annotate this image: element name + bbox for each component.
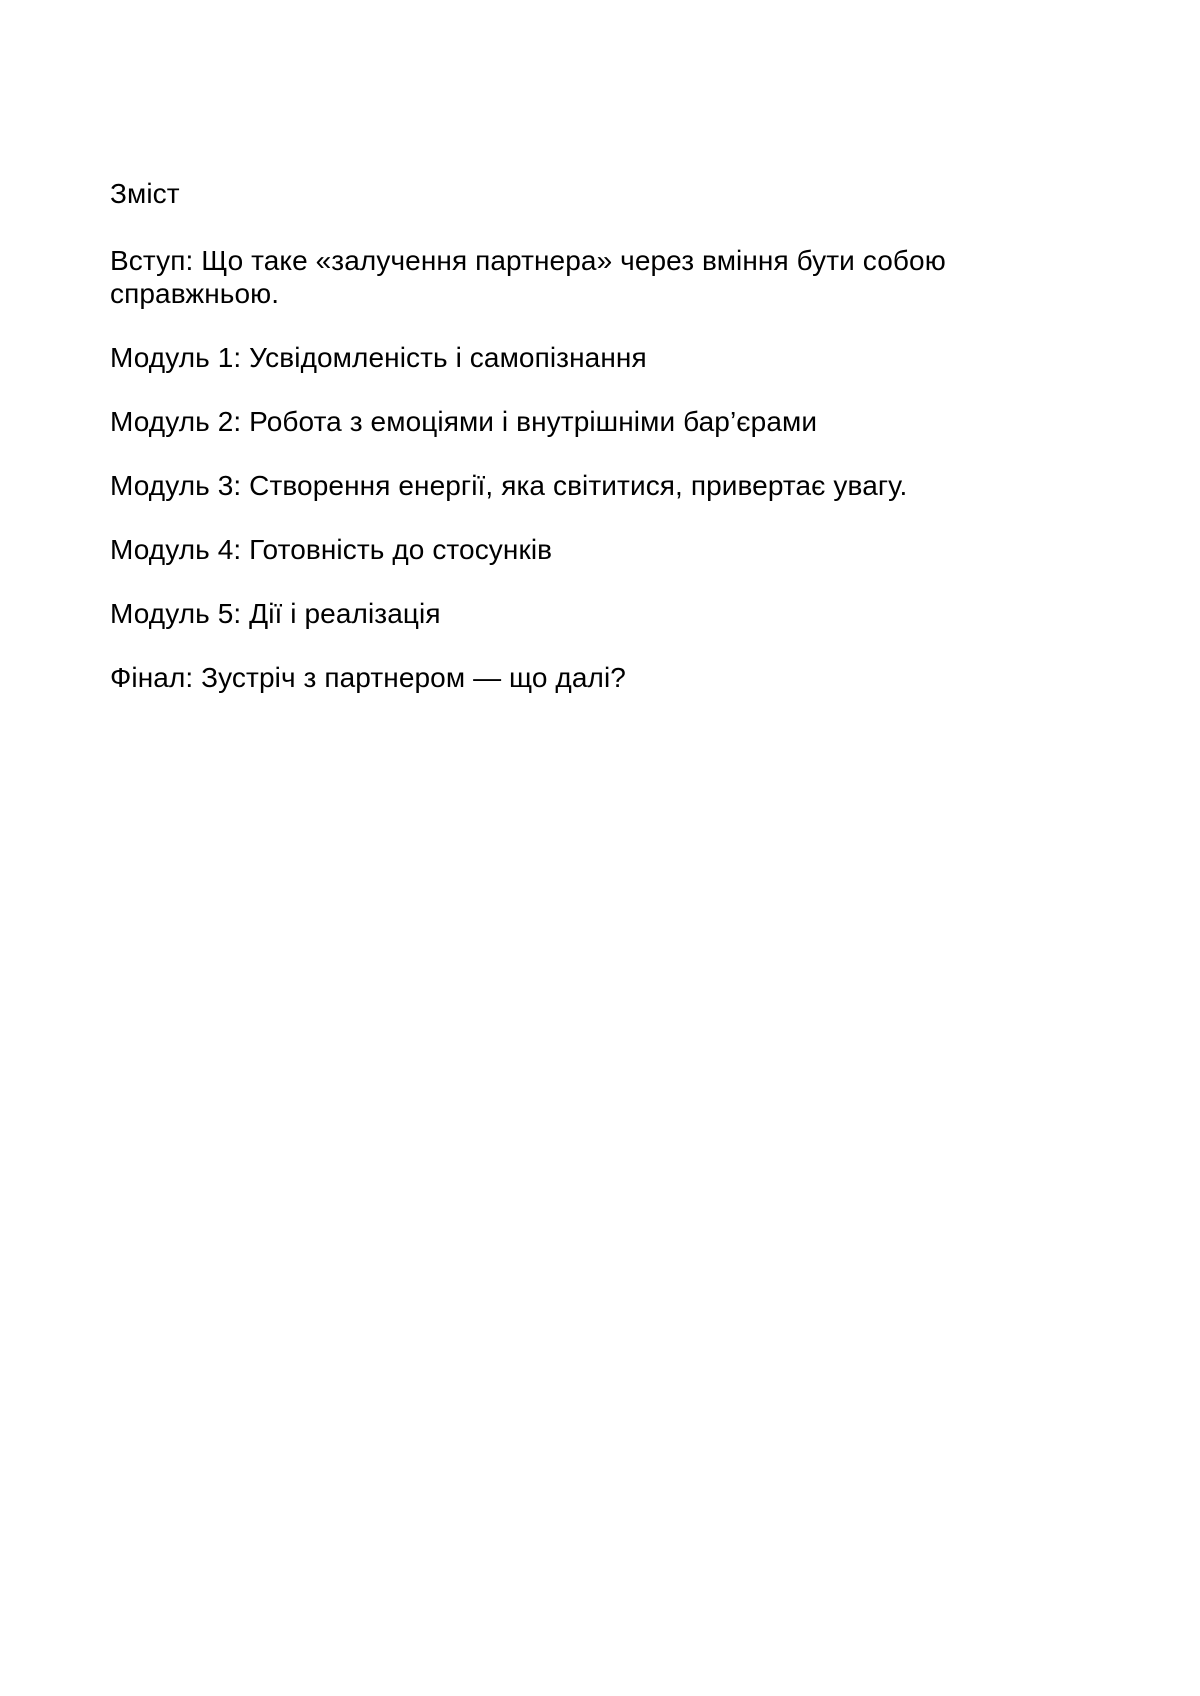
toc-entry-module-3: Модуль 3: Створення енергії, яка світитися, привертає увагу. — [110, 470, 908, 501]
toc-entry-module-1: Модуль 1: Усвідомленість і самопізнання — [110, 342, 647, 373]
toc-entry-intro: Вступ: Що таке «залучення партнера» через вміння бути собою справжньою. — [110, 245, 946, 309]
table-of-contents — [110, 177, 1040, 725]
toc-entry-module-2: Модуль 2: Робота з емоціями і внутрішніми бар’єрами — [110, 406, 818, 437]
toc-entry-module-4: Модуль 4: Готовність до стосунків — [110, 534, 553, 565]
toc-title: Зміст — [110, 178, 180, 209]
toc-entry-final: Фінал: Зустріч з партнером — що далі? — [110, 662, 626, 693]
toc-entry-module-5: Модуль 5: Дії і реалізація — [110, 598, 441, 629]
